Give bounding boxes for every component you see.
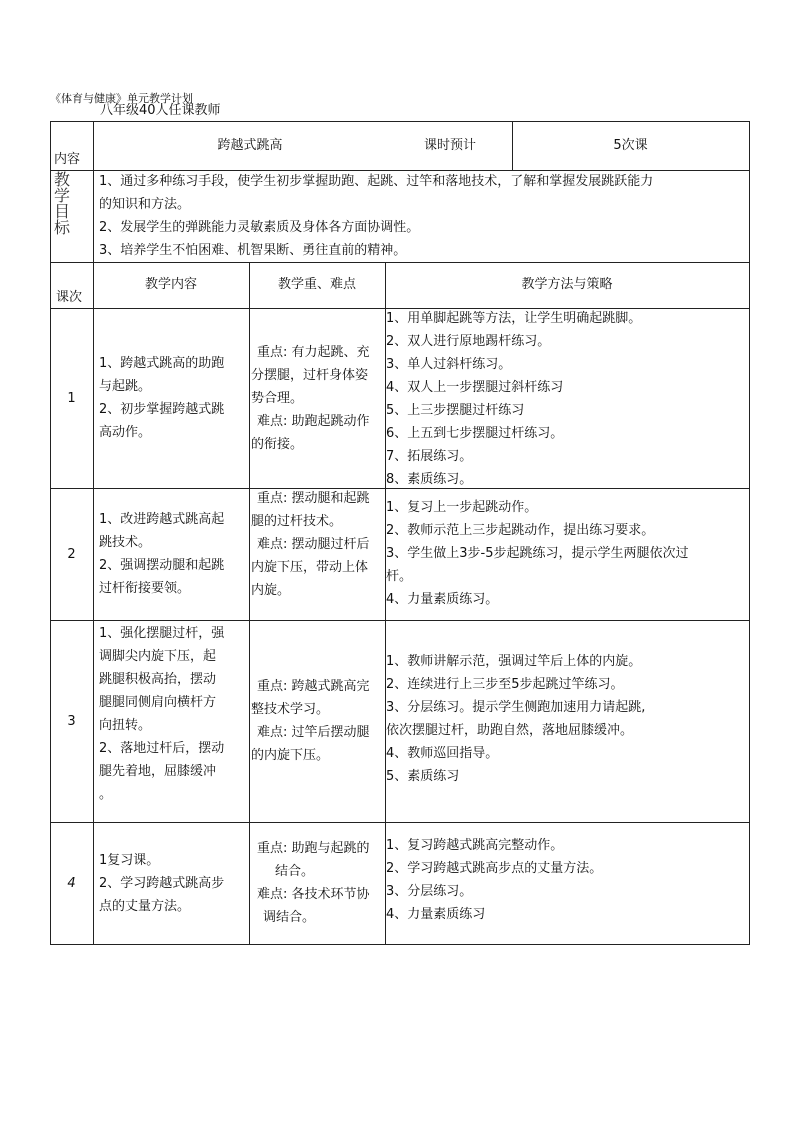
method-line: 7、拓展练习。 [386, 449, 473, 464]
lesson-content-line: 向扭转。 [99, 718, 152, 733]
table-rule [249, 262, 250, 944]
method-line: 1、复习跨越式跳高完整动作。 [386, 838, 564, 853]
goals-label-char: 教 [54, 170, 71, 189]
goal-line: 3、培养学生不怕困难、机智果断、勇往直前的精神。 [99, 243, 407, 258]
lesson-content-line: 跳技术。 [99, 535, 152, 550]
content-label: 内容 [54, 152, 81, 167]
method-line: 4、力量素质练习 [386, 907, 486, 922]
key-point-line: 难点: 各技术环节协 [257, 887, 370, 902]
key-point-line: 重点: 跨越式跳高完 [257, 679, 370, 694]
method-line: 4、力量素质练习。 [386, 592, 499, 607]
lesson-number: 3 [67, 713, 76, 729]
key-point-line: 难点: 助跑起跳动作 [257, 413, 370, 429]
document-title: 《体育与健康》单元教学计划 [50, 92, 193, 105]
method-line: 5、上三步摆腿过杆练习 [386, 403, 525, 418]
lesson-content-line: 跳腿积极高抬，摆动 [99, 672, 217, 687]
column-header-lesson: 课次 [56, 290, 83, 305]
key-point-line: 难点: 过竿后摆动腿 [257, 725, 370, 740]
key-point-line: 整技术学习。 [251, 702, 330, 717]
key-point-line: 势合理。 [251, 390, 304, 406]
key-point-line: 重点: 摆动腿和起跳 [257, 491, 370, 506]
method-line: 8、素质练习。 [386, 472, 473, 487]
key-point-line: 的内旋下压。 [251, 748, 330, 763]
goals-label-char: 学 [54, 186, 71, 205]
method-line: 1、教师讲解示范，强调过竿后上体的内旋。 [386, 654, 642, 669]
lesson-methods [386, 650, 749, 788]
goals-label-char: 目 [54, 202, 71, 221]
key-point-line: 内旋。 [251, 583, 291, 598]
method-line: 3、单人过斜杆练习。 [386, 357, 512, 372]
lesson-content-line: 调脚尖内旋下压，起 [99, 649, 217, 664]
lesson-content-line: 1、强化摆腿过杆，强 [99, 626, 225, 641]
lesson-key-points [251, 308, 385, 488]
lesson-content-line: 2、落地过杆后，摆动 [99, 741, 225, 756]
lesson-methods [386, 307, 749, 491]
document-subtitle: 八年级40人任课教师 [100, 103, 221, 118]
table-rule [50, 620, 750, 621]
key-point-line: 分摆腿，过杆身体姿 [251, 367, 369, 383]
lesson-content-line: 1、改进跨越式跳高起 [99, 512, 225, 527]
lesson-content [99, 488, 249, 620]
lesson-content [99, 622, 249, 806]
lesson-content-line: 腿先着地，屈膝缓冲 [99, 764, 217, 779]
method-line: 5、素质练习 [386, 769, 460, 784]
lesson-number: 4 [67, 875, 76, 891]
hours-label: 课时预计 [423, 138, 476, 153]
lesson-number: 1 [67, 390, 76, 406]
method-line: 3、分层练习。提示学生侧跑加速用力请起跳, [386, 700, 646, 715]
method-line: 6、上五到七步摆腿过杆练习。 [386, 426, 564, 441]
table-rule [93, 121, 94, 944]
lesson-methods [386, 496, 749, 611]
key-point-line: 内旋下压，带动上体 [251, 560, 369, 575]
lesson-key-points [251, 487, 385, 602]
column-header-key-points: 教学重、难点 [277, 276, 356, 292]
lesson-content-line: 高动作。 [99, 425, 152, 440]
lesson-content-line: 2、强调摆动腿和起跳 [99, 558, 225, 573]
lesson-methods [386, 834, 749, 926]
key-point-line: 结合。 [275, 864, 315, 879]
table-border-bottom [50, 944, 750, 945]
key-point-line: 调结合。 [263, 910, 316, 925]
column-header-methods: 教学方法与策略 [521, 276, 613, 292]
lesson-content-line: 1、跨越式跳高的助跑 [99, 356, 225, 371]
method-line: 3、分层练习。 [386, 884, 473, 899]
hours-value: 5次课 [613, 138, 648, 153]
lesson-content-line: 。 [99, 787, 113, 802]
lesson-content-line: 1复习课。 [99, 852, 160, 868]
goal-line: 的知识和方法。 [99, 197, 191, 212]
lesson-key-points [251, 822, 385, 944]
lesson-content [99, 822, 249, 944]
key-point-line: 重点: 助跑与起跳的 [257, 841, 370, 856]
table-border-right [749, 121, 750, 944]
goals-label [54, 172, 92, 236]
goal-line: 1、通过多种练习手段，使学生初步掌握助跑、起跳、过竿和落地技术，了解和掌握发展跳跃能力 [99, 174, 654, 189]
lesson-content-line: 2、学习跨越式跳高步 [99, 875, 225, 891]
lesson-content-line: 点的丈量方法。 [99, 898, 191, 914]
lesson-content-line: 腿腿同侧肩向横杆方 [99, 695, 217, 710]
method-line: 依次摆腿过杆，助跑自然，落地屈膝缓冲。 [386, 723, 634, 738]
method-line: 3、学生做上3步-5步起跳练习，提示学生两腿依次过 [386, 546, 689, 561]
lesson-content-line: 与起跳。 [99, 379, 152, 394]
method-line: 1、复习上一步起跳动作。 [386, 500, 538, 515]
goals-text [99, 170, 749, 262]
lesson-content-line: 过杆衔接要领。 [99, 581, 191, 596]
lesson-number: 2 [67, 546, 76, 562]
goals-label-char: 标 [54, 218, 71, 237]
key-point-line: 腿的过杆技术。 [251, 514, 343, 529]
method-line: 杆。 [386, 569, 413, 584]
lesson-key-points [251, 620, 385, 822]
method-line: 1、用单脚起跳等方法，让学生明确起跳脚。 [386, 311, 642, 326]
method-line: 4、教师巡回指导。 [386, 746, 499, 761]
key-point-line: 的衔接。 [251, 436, 304, 452]
method-line: 2、双人进行原地踢杆练习。 [386, 334, 551, 349]
method-line: 2、教师示范上三步起跳动作，提出练习要求。 [386, 523, 655, 538]
method-line: 4、双人上一步摆腿过斜杆练习 [386, 380, 564, 395]
content-value: 跨越式跳高 [217, 138, 283, 153]
lesson-content-line: 2、初步掌握跨越式跳 [99, 402, 225, 417]
key-point-line: 重点: 有力起跳、充 [257, 344, 370, 360]
goal-line: 2、发展学生的弹跳能力灵敏素质及身体各方面协调性。 [99, 220, 420, 235]
method-line: 2、连续进行上三步至5步起跳过竿练习。 [386, 677, 624, 692]
lesson-content [99, 308, 249, 488]
method-line: 2、学习跨越式跳高步点的丈量方法。 [386, 861, 603, 876]
column-header-content: 教学内容 [144, 276, 197, 292]
key-point-line: 难点: 摆动腿过杆后 [257, 537, 370, 552]
